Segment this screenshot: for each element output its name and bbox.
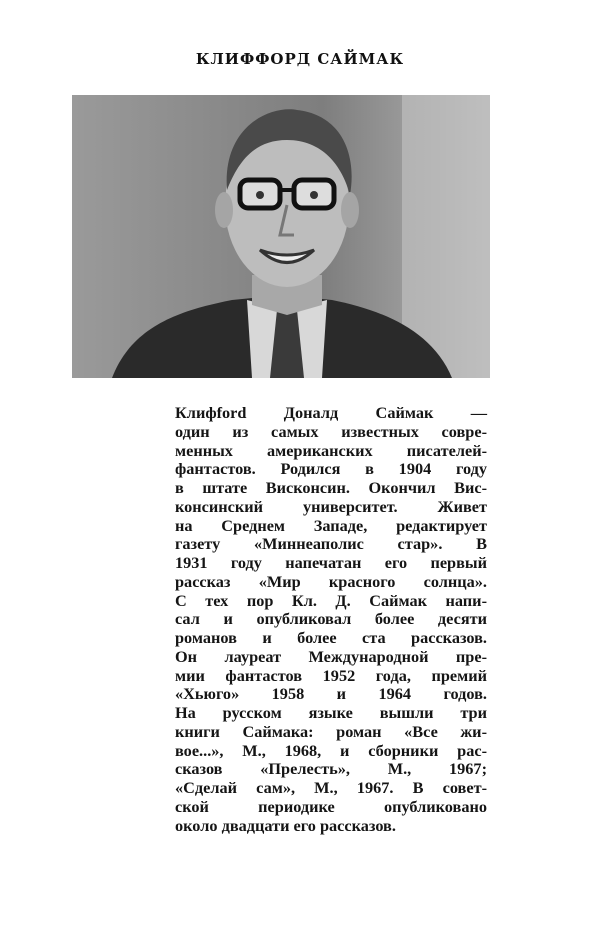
biography-line: Он лауреат Международной пре- [175, 646, 487, 666]
biography-line: ской периодике опубликовано [175, 796, 487, 816]
biography-line: романов и более ста рассказов. [175, 628, 487, 647]
biography-line: около двадцати его рассказов. [175, 815, 396, 835]
author-portrait-photo [72, 95, 490, 378]
biography-line: 1931 году напечатан его первый [175, 553, 487, 572]
biography-line: рассказ «Мир красного солнца». [175, 571, 487, 591]
biography-line: консинский университет. Живет [175, 496, 487, 516]
biography-line: фантастов. Родился в 1904 году [175, 459, 487, 479]
page-title: КЛИФФОРД САЙМАК [195, 50, 405, 68]
biography-line: С тех пор Кл. Д. Саймак напи- [175, 590, 487, 610]
biography-line: книги Саймака: роман «Все жи- [175, 721, 487, 741]
biography-line: газету «Миннеаполис стар». В [175, 534, 487, 554]
biography-line: сказов «Прелесть», М., 1967; [175, 759, 487, 779]
biography-line: сал и опубликовал более десяти [175, 609, 487, 629]
biography-line: Клифford Доналд Саймак — [175, 403, 487, 422]
biography-line: в штате Висконсин. Окончил Вис- [175, 478, 487, 497]
biography-line: один из самых известных совре- [175, 421, 487, 441]
biography-line: «Сделай сам», М., 1967. В совет- [175, 778, 487, 797]
biography-line: На русском языке вышли три [175, 703, 487, 722]
biography-line: вое...», М., 1968, и сборники рас- [175, 740, 487, 760]
biography-line: мии фантастов 1952 года, премий [175, 665, 487, 685]
biography-line: на Среднем Западе, редактирует [175, 515, 487, 535]
biography-line: менных американских писателей- [175, 440, 487, 460]
biography-text [175, 404, 487, 835]
biography-line: «Хьюго» 1958 и 1964 годов. [175, 684, 487, 704]
